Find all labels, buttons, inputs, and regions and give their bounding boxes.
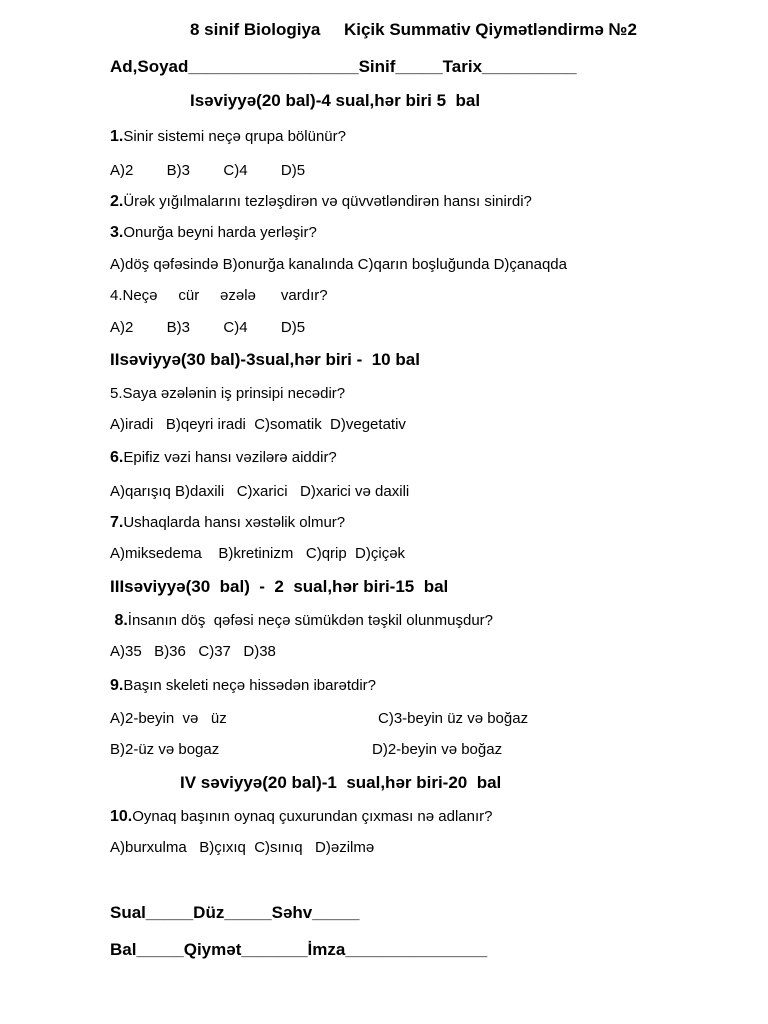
question-8-options: A)35 B)36 C)37 D)38 (110, 643, 276, 660)
section-4-title: IV səviyyə(20 bal)-1 sual,hər biri-20 bal (180, 773, 502, 792)
question-3-number: 3. (110, 224, 124, 241)
question-2-text: Ürək yığılmalarını tezləşdirən və qüvvətləndirən hansı sinirdi? (123, 193, 532, 210)
question-8 (110, 612, 493, 630)
question-10-options: A)burxulma B)çıxıq C)sınıq D)əzilmə (110, 839, 375, 856)
question-3-options: A)döş qəfəsində B)onurğa kanalında C)qarın boşluğunda D)çanaqda (110, 256, 567, 273)
question-1-options: A)2 B)3 C)4 D)5 (110, 162, 306, 179)
question-9-option-a: A)2-beyin və üz (110, 710, 227, 727)
question-9-number: 9. (110, 677, 124, 694)
question-2-number: 2. (110, 193, 124, 210)
question-9 (110, 677, 376, 695)
question-8-text: İnsanın döş qəfəsi neçə sümükdən təşkil olunmuşdur? (127, 612, 494, 629)
section-3-title: IIIsəviyyə(30 bal) - 2 sual,hər biri-15 bal (110, 577, 449, 596)
question-10-text: Oynaq başının oynaq çuxurundan çıxması nə adlanır? (132, 808, 493, 825)
question-7-text: Ushaqlarda hansı xəstəlik olmur? (123, 514, 346, 531)
question-6-options: A)qarışıq B)daxili C)xarici D)xarici və daxili (110, 483, 410, 500)
question-3 (110, 224, 317, 242)
question-10-number: 10. (110, 808, 133, 825)
student-info-line: Ad,Soyad__________________Sinif_____Tarix__________ (110, 57, 577, 76)
question-7-number: 7. (110, 514, 124, 531)
question-6 (110, 449, 337, 467)
question-1-text: Sinir sistemi neçə qrupa bölünür? (123, 128, 346, 145)
question-3-text: Onurğa beyni harda yerləşir? (123, 224, 317, 241)
question-7-options: A)miksedema B)kretinizm C)qrip D)çiçək (110, 545, 406, 562)
grade-signature-line: Bal_____Qiymət_______İmza_______________ (110, 940, 488, 959)
question-2 (110, 193, 532, 211)
question-9-text: Başın skeleti neçə hissədən ibarətdir? (123, 677, 376, 694)
question-7 (110, 514, 345, 532)
question-4-options: A)2 B)3 C)4 D)5 (110, 319, 306, 336)
question-10 (110, 808, 492, 826)
question-9-option-b: B)2-üz və bogaz (110, 741, 220, 758)
page-title: 8 sinif Biologiya Kiçik Summativ Qiymətləndirmə №2 (190, 20, 637, 39)
section-2-title: IIsəviyyə(30 bal)-3sual,hər biri - 10 bal (110, 350, 420, 369)
question-6-number: 6. (110, 449, 124, 466)
question-1 (110, 128, 346, 146)
question-6-text: Epifiz vəzi hansı vəzilərə aiddir? (123, 449, 337, 466)
score-line: Sual_____Düz_____Səhv_____ (110, 903, 360, 922)
question-1-number: 1. (110, 128, 124, 145)
question-9-option-d: D)2-beyin və boğaz (372, 741, 503, 758)
section-1-title: Isəviyyə(20 bal)-4 sual,hər biri 5 bal (190, 91, 481, 110)
question-4: 4.Neçə cür əzələ vardır? (110, 287, 328, 304)
question-8-number: 8. (110, 612, 128, 629)
question-9-option-c: C)3-beyin üz və boğaz (378, 710, 529, 727)
question-5-options: A)iradi B)qeyri iradi C)somatik D)vegetativ (110, 416, 406, 433)
question-5: 5.Saya əzələnin iş prinsipi necədir? (110, 385, 346, 402)
